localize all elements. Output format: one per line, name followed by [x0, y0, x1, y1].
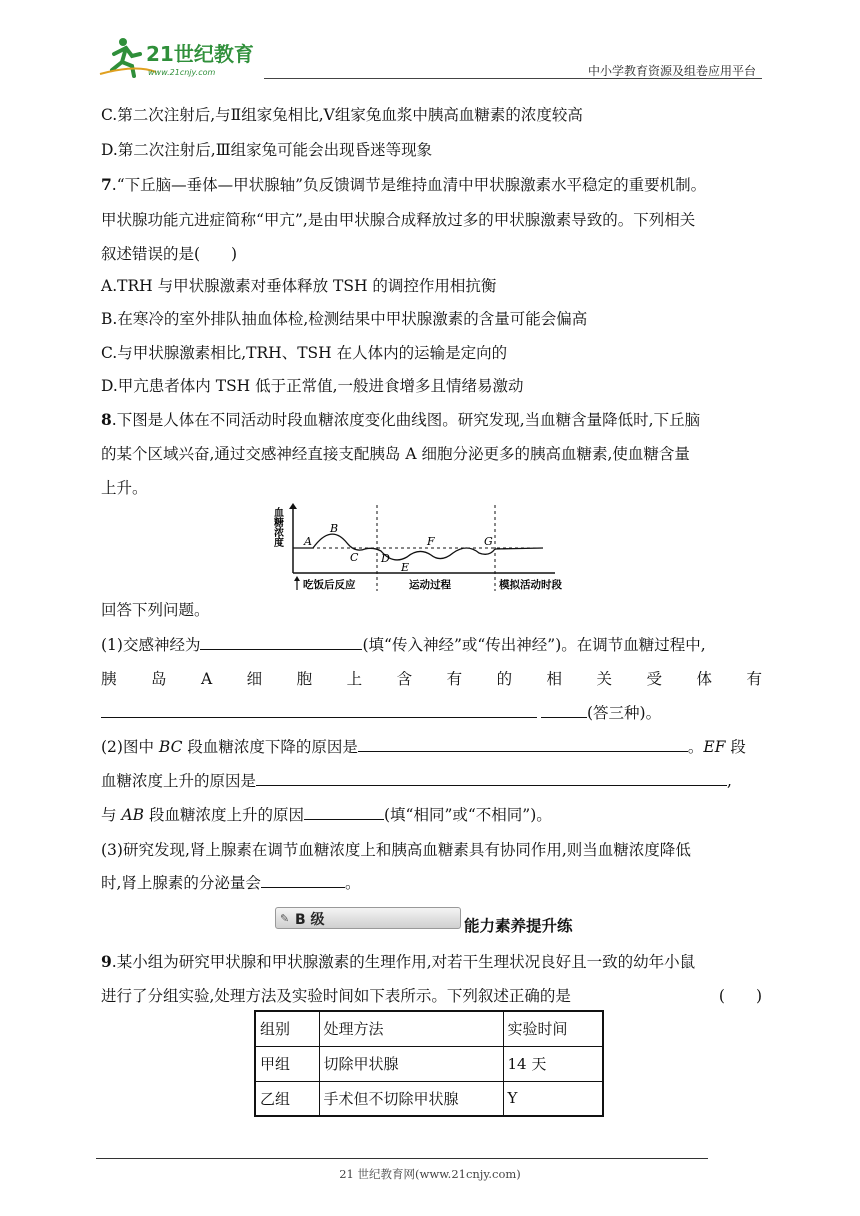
- q8-stem-3: 上升。: [101, 479, 148, 497]
- q7-stem-1: 7.“下丘脑—垂体—甲状腺轴”负反馈调节是维持血清中甲状腺激素水平稳定的重要机制。: [101, 175, 707, 194]
- point-label-d: D: [381, 552, 390, 565]
- q6-option-c: C.第二次注射后,与Ⅱ组家兔相比,Ⅴ组家兔血浆中胰高血糖素的浓度较高: [101, 106, 583, 124]
- header-divider: [264, 78, 762, 79]
- page-header: [96, 30, 762, 82]
- q8-part2-line2: 血糖浓度上升的原因是 ,: [101, 772, 732, 790]
- site-logo: [96, 34, 266, 80]
- section-title: 能力素养提升练: [464, 917, 573, 935]
- glucose-curve: [293, 534, 543, 560]
- answer-blank-ef-reason[interactable]: [256, 771, 727, 786]
- footer-divider: [96, 1158, 708, 1159]
- q9-number: 9: [101, 952, 112, 971]
- point-label-a: A: [304, 535, 312, 548]
- q7-option-a: A.TRH 与甲状腺激素对垂体释放 TSH 的调控作用相抗衡: [101, 277, 497, 295]
- point-label-g: G: [484, 535, 493, 548]
- segment-label-simulated: 模拟活动时段: [499, 579, 562, 591]
- segment-label-exercise: 运动过程: [409, 579, 451, 591]
- q8-answer-prompt: 回答下列问题。: [101, 601, 210, 619]
- q8-part1-line1: (1)交感神经为 (填“传入神经”或“传出神经”)。在调节血糖过程中,: [101, 636, 706, 654]
- blood-glucose-graph: [271, 503, 562, 593]
- q8-stem-1: 8.下图是人体在不同活动时段血糖浓度变化曲线图。研究发现,当血糖含量降低时,下丘脑: [101, 410, 701, 429]
- q8-part1-line3: (答三种)。: [101, 703, 762, 723]
- q8-part2-line3: 与 AB 段血糖浓度上升的原因 (填“相同”或“不相同”)。: [101, 806, 552, 824]
- level-badge: ✎ B 级: [275, 905, 461, 933]
- platform-label: 中小学教育资源及组卷应用平台: [587, 64, 756, 78]
- q8-stem-2: 的某个区域兴奋,通过交感神经直接支配胰岛 A 细胞分泌更多的胰高血糖素,使血糖含量: [101, 445, 690, 463]
- q9-stem-1: 9.某小组为研究甲状腺和甲状腺激素的生理作用,对若干生理状况良好且一致的幼年小鼠: [101, 952, 696, 971]
- page-footer: 21 世纪教育网(www.21cnjy.com): [339, 1167, 521, 1181]
- q7-option-d: D.甲亢患者体内 TSH 低于正常值,一般进食增多且情绪易激动: [101, 377, 524, 395]
- q7-number: 7: [101, 175, 112, 194]
- pencil-icon: ✎: [280, 912, 290, 925]
- table-row: 甲组 切除甲状腺 14 天: [255, 1046, 603, 1081]
- q8-part2-line1: (2)图中 BC 段血糖浓度下降的原因是 。EF 段: [101, 738, 746, 756]
- svg-text:21世纪教育: 21世纪教育: [146, 42, 254, 66]
- q7-stem-3: 叙述错误的是( ): [101, 245, 238, 263]
- point-label-e: E: [401, 561, 410, 574]
- q8-part3-line2: 时,肾上腺素的分泌量会 。: [101, 874, 361, 892]
- point-label-b: B: [330, 522, 339, 535]
- segment-label-eating: 吃饭后反应: [303, 579, 356, 591]
- q7-stem-2: 甲状腺功能亢进症简称“甲亢”,是由甲状腺合成释放过多的甲状腺激素导致的。下列相关: [101, 211, 696, 229]
- q6-option-d: D.第二次注射后,Ⅲ组家兔可能会出现昏迷等现象: [101, 141, 433, 159]
- answer-blank-adrenaline[interactable]: [261, 873, 345, 888]
- experiment-table: [254, 1010, 604, 1117]
- q8-part3-line1: (3)研究发现,肾上腺素在调节血糖浓度上和胰高血糖素具有协同作用,则当血糖浓度降低: [101, 841, 691, 859]
- answer-blank-bc-reason[interactable]: [358, 737, 688, 752]
- answer-blank-nerve[interactable]: [200, 635, 362, 650]
- table-row: 乙组 手术但不切除甲状腺 Y: [255, 1081, 603, 1116]
- q8-part1-line2: 胰 岛 A 细 胞 上 含 有 的 相 关 受 体 有: [101, 670, 762, 688]
- point-label-f: F: [427, 535, 435, 548]
- q9-stem-2: 进行了分组实验,处理方法及实验时间如下表所示。下列叙述正确的是 ( ): [101, 987, 762, 1005]
- table-header-row: 组别 处理方法 实验时间: [255, 1011, 603, 1046]
- q7-option-b: B.在寒冷的室外排队抽血体检,检测结果中甲状腺激素的含量可能会偏高: [101, 310, 588, 328]
- graph-ylabel: 血糖浓度: [271, 507, 283, 547]
- q7-option-c: C.与甲状腺激素相比,TRH、TSH 在人体内的运输是定向的: [101, 344, 508, 362]
- answer-blank-receptors[interactable]: [101, 703, 537, 718]
- point-label-c: C: [350, 551, 359, 564]
- svg-text:www.21cnjy.com: www.21cnjy.com: [148, 68, 216, 77]
- q8-number: 8: [101, 410, 112, 429]
- answer-blank-same[interactable]: [304, 805, 384, 820]
